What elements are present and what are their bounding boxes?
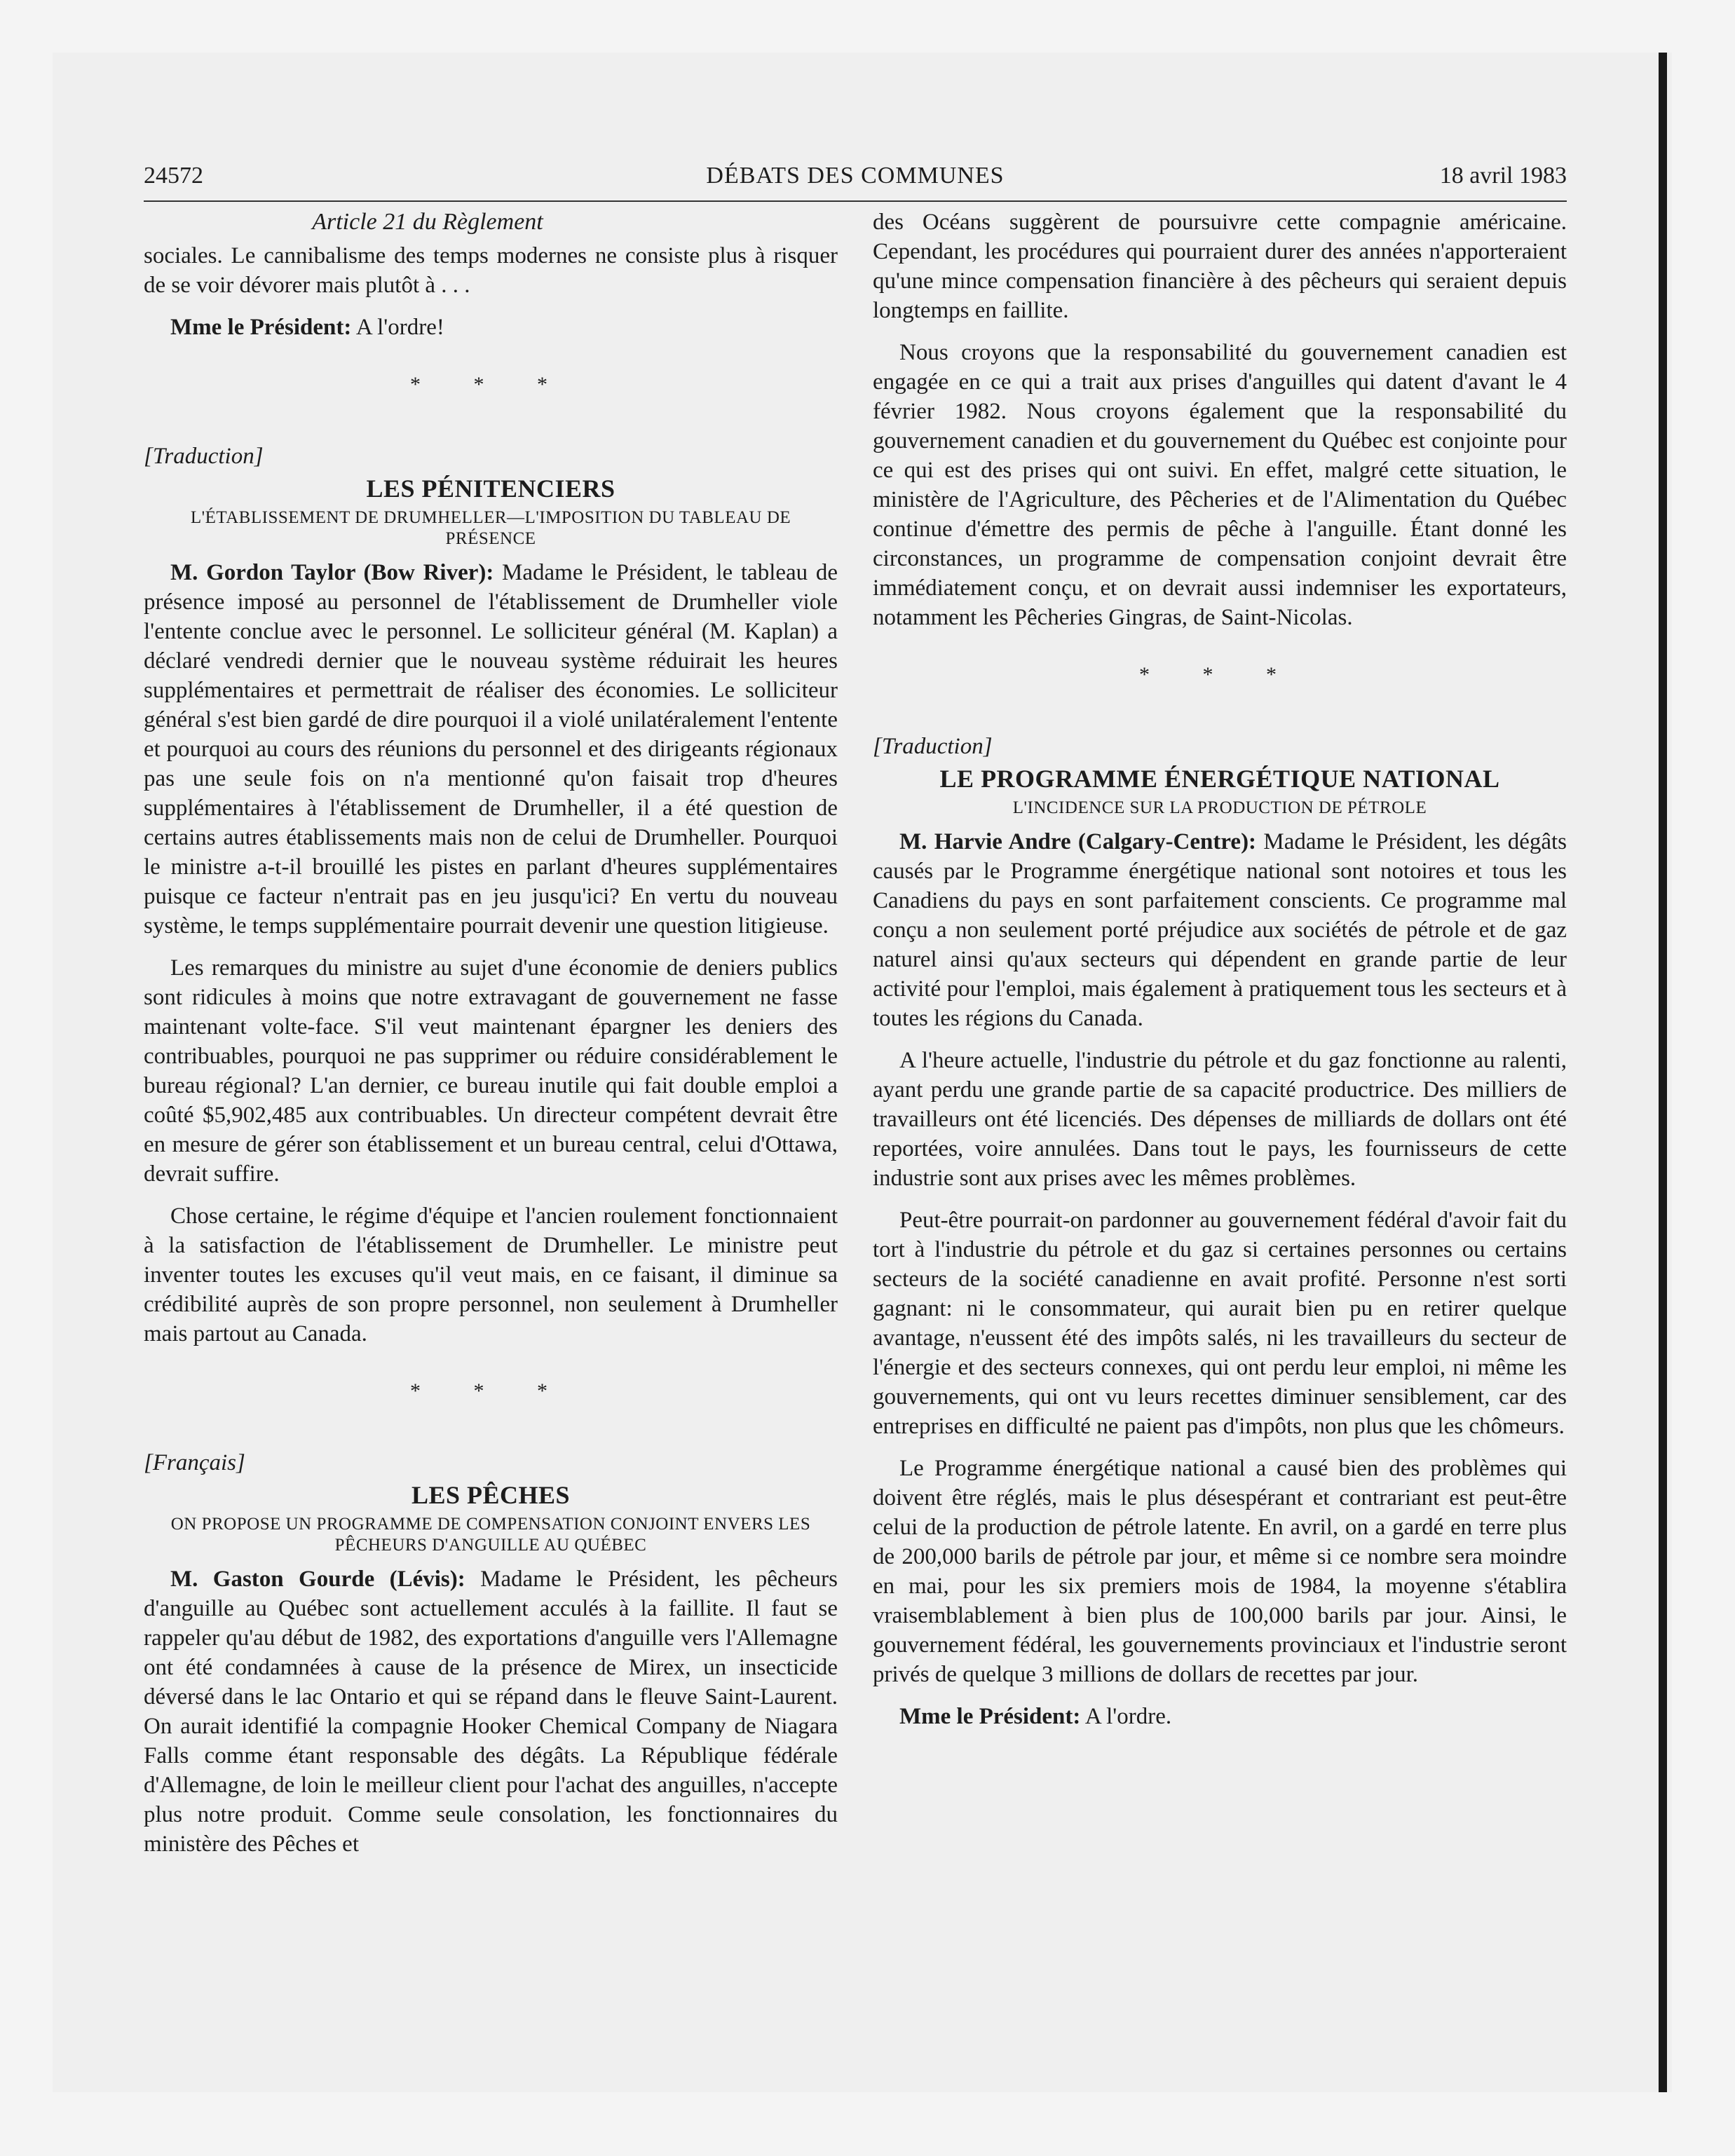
paragraph: Nous croyons que la responsabilité du gouvernement canadien est engagée en ce qui a trait aux prises d'anguilles qui datent d'avant le 4 février 1982. Nous croyons également que la responsabilité du gouvernement canadien et du gouvernement du Québec est conjointe pour ce qui est des prises qui ont suivi. En effet, malgré cette situation, le ministère de l'Agriculture, des Pêcheries et de l'Alimentation du Québec continue d'émettre des permis de pêche à l'anguille. Étant donné les circonstances, un programme de compensation conjoint devrait être immédiatement conçu, et on devrait aussi indemniser les exportateurs, notamment les Pêcheries Gingras, de Saint-Nicolas. — [873, 340, 1567, 630]
speaker-name: Mme le Président: — [170, 315, 352, 340]
language-rubric: [Français] — [144, 1450, 245, 1475]
section-separator: * * * — [1139, 663, 1300, 686]
paragraph: A l'heure actuelle, l'industrie du pétrole et du gaz fonctionne au ralenti, ayant perdu une grande partie de sa capacité productrice. Des milliers de travailleurs ont été licenciés. Des dépenses de milliards de dollars ont été reportées, voire annulées. Dans tout le pays, les fournisseurs de cette industrie sont aux prises avec les mêmes problèmes. — [873, 1048, 1567, 1191]
page-number: 24572 — [144, 163, 203, 189]
speech-text: A l'ordre! — [351, 315, 444, 340]
speaker-name: Mme le Président: — [899, 1704, 1081, 1729]
speaker-name: M. Gordon Taylor (Bow River): — [170, 560, 494, 585]
section-separator: * * * — [410, 1379, 571, 1403]
language-rubric: [Traduction] — [873, 734, 993, 759]
section-subheading: ON PROPOSE UN PROGRAMME DE COMPENSATION CONJOINT ENVERS LES PÊCHEURS D'ANGUILLE AU QUÉBEC — [170, 1515, 811, 1555]
right-column — [873, 207, 1567, 1744]
paragraph: des Océans suggèrent de poursuivre cette compagnie américaine. Cependant, les procédures qui pourraient durer des années n'apporteraient qu'une mince compensation financière à des pêcheurs qui seraient depuis longtemps en faillite. — [873, 210, 1567, 323]
rule-note: Article 21 du Règlement — [312, 209, 543, 235]
speech-text: Madame le Président, le tableau de présence imposé au personnel de l'établissement de Drumheller viole l'entente conclue avec le personnel. Le solliciteur général (M. Kaplan) a déclaré vendredi dernier que le nouveau système réduirait les heures supplémentaires et permettrait de réaliser des économies. Le solliciteur général s'est bien gardé de dire pourquoi il a violé unilatéralement l'entente et pourquoi au cours des réunions du personnel et des dirigeants régionaux pas une seule fois on n'a mentionné qu'on faisait trop d'heures supplémentaires à l'établissement de Drumheller, il a été question de certains autres établissements mais non de celui de Drumheller. Pourquoi le ministre a-t-il brouillé les pistes en parlant d'heures supplémentaires puisque ce facteur n'entrait pas en jeu jusqu'ici? En vertu du nouveau système, le temps supplémentaire pourrait devenir une question litigieuse. — [144, 560, 838, 939]
publication-title: DÉBATS DES COMMUNES — [706, 163, 1005, 189]
paragraph: Le Programme énergétique national a causé bien des problèmes qui doivent être réglés, mais le plus désespérant et contrariant est peut-être celui de la production de pétrole latente. En avril, on a gardé en terre plus de 200,000 barils de pétrole par jour, et même si ce nombre sera moindre en mai, pour les six premiers mois de 1984, la moyenne s'établira vraisemblablement à bien plus de 100,000 barils par jour. Ainsi, le gouvernement fédéral, les gouvernements provinciaux et l'industrie seront privés de quelque 3 millions de dollars de recettes par jour. — [873, 1456, 1567, 1687]
publication-date: 18 avril 1983 — [1439, 163, 1567, 189]
paragraph — [873, 827, 1567, 1033]
paragraph: sociales. Le cannibalisme des temps modernes ne consiste plus à risquer de se voir dévorer mais plutôt à . . . — [144, 243, 838, 298]
paragraph — [144, 313, 838, 342]
speech-text: A l'ordre. — [1080, 1704, 1172, 1729]
paragraph: Les remarques du ministre au sujet d'une économie de deniers publics sont ridicules à moins que notre extravagant de gouvernement ne fasse maintenant volte-face. S'il veut maintenant épargner les deniers des contribuables, pourquoi ne pas supprimer ou réduire considérablement le bureau régional? L'an dernier, ce bureau inutile qui fait double emploi a coûté $5,902,485 aux contribuables. Un directeur compétent devrait être en mesure de gérer son établissement et un bureau central, celui d'Ottawa, devrait suffire. — [144, 955, 838, 1187]
section-heading: LES PÊCHES — [411, 1481, 571, 1509]
section-subheading: L'ÉTABLISSEMENT DE DRUMHELLER—L'IMPOSITION DU TABLEAU DE PRÉSENCE — [190, 508, 791, 548]
paragraph: Peut-être pourrait-on pardonner au gouvernement fédéral d'avoir fait du tort à l'industrie du pétrole et du gaz si certaines personnes ou certains secteurs de la société canadienne en avait profité. Personne n'est sorti gagnant: ni le consommateur, qui aurait bien pu en retirer quelque avantage, n'eussent été des impôts salés, ni les travailleurs du secteur de l'énergie et des secteurs connexes, qui ont perdu leur emploi, ni même les gouvernements, qui ont vu leurs recettes diminuer sensiblement, car des entreprises en difficulté ne paient pas d'impôts, non plus que les chômeurs. — [873, 1208, 1567, 1439]
speaker-name: M. Gaston Gourde (Lévis): — [170, 1567, 465, 1592]
section-subheading: L'INCIDENCE SUR LA PRODUCTION DE PÉTROLE — [1012, 798, 1427, 817]
section-heading: LES PÉNITENCIERS — [366, 475, 615, 503]
speaker-name: M. Harvie Andre (Calgary-Centre): — [899, 829, 1257, 854]
paragraph: Chose certaine, le régime d'équipe et l'ancien roulement fonctionnaient à la satisfaction de l'établissement de Drumheller. Le ministre peut inventer toutes les excuses qu'il veut mais, en ce faisant, il diminue sa crédibilité auprès de son propre personnel, non seulement à Drumheller mais partout au Canada. — [144, 1203, 838, 1346]
speech-text: Madame le Président, les dégâts causés par le Programme énergétique national sont notoires et tous les Canadiens du pays en sont parfaitement conscients. Ce programme mal conçu a non seulement porté préjudice aux sociétés de pétrole et de gaz naturel ainsi qu'aux secteurs qui dépendent en grande partie de leur activité pour l'emploi, mais également à pratiquement tous les secteurs et à toutes les régions du Canada. — [873, 829, 1567, 1031]
left-column — [144, 207, 838, 1871]
language-rubric: [Traduction] — [144, 444, 264, 469]
page-header — [144, 163, 1567, 199]
paragraph — [144, 1564, 838, 1859]
paragraph — [144, 558, 838, 941]
scan-edge-bar — [1659, 53, 1667, 2092]
header-rule — [144, 200, 1567, 202]
section-separator: * * * — [410, 373, 571, 396]
speech-text: Madame le Président, les pêcheurs d'anguille au Québec sont actuellement acculés à la faillite. Il faut se rappeler qu'au début de 1982, des exportations d'anguille vers l'Allemagne ont été condamnées à cause de la présence de Mirex, un insecticide déversé dans le lac Ontario et qui se répand dans le fleuve Saint-Laurent. On aurait identifié la compagnie Hooker Chemical Company de Niagara Falls comme étant responsable des dégâts. La République fédérale d'Allemagne, de loin le meilleur client pour l'achat des anguilles, n'accepte plus notre produit. Comme seule consolation, les fonctionnaires du ministère des Pêches et — [144, 1567, 838, 1857]
section-heading: LE PROGRAMME ÉNERGÉTIQUE NATIONAL — [939, 765, 1500, 793]
paragraph — [873, 1702, 1567, 1731]
